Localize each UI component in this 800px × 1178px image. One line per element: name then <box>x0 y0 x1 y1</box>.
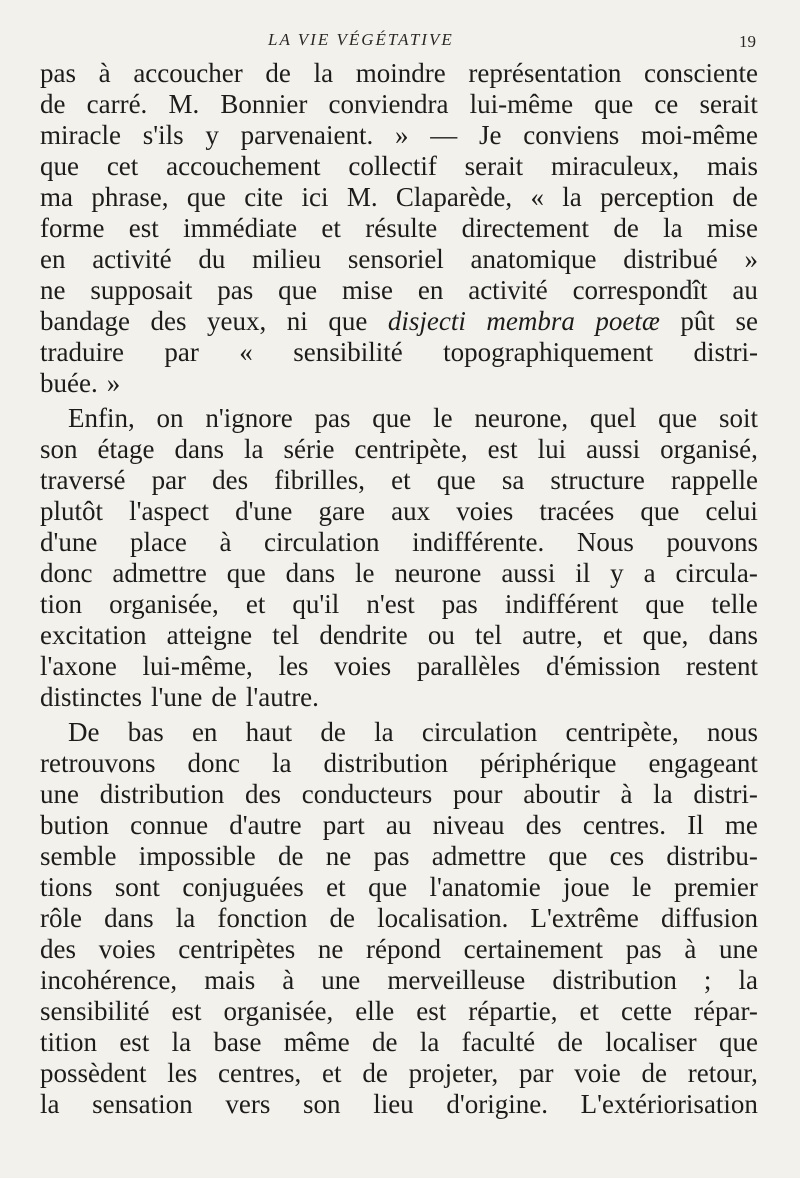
text-line: traversé par des fibrilles, et que sa structure rappelle <box>40 465 758 495</box>
text-line: tition est la base même de la faculté de localiser que <box>40 1027 758 1057</box>
text-line: l'axone lui-même, les voies parallèles d'émission restent <box>40 651 758 681</box>
text-line: d'une place à circulation indifférente. Nous pouvons <box>40 527 758 557</box>
text-line: De bas en haut de la circulation centripète, nous <box>68 717 758 747</box>
text-line: miracle s'ils y parvenaient. » — Je conviens moi-même <box>40 120 758 150</box>
text-line: son étage dans la série centripète, est lui aussi organisé, <box>40 434 758 464</box>
text-line: pas à accoucher de la moindre représentation consciente <box>40 58 758 88</box>
text-line: de carré. M. Bonnier conviendra lui-même que ce serait <box>40 89 758 119</box>
text-line: tions sont conjuguées et que l'anatomie joue le premier <box>40 872 758 902</box>
text-line: plutôt l'aspect d'une gare aux voies tracées que celui <box>40 496 758 526</box>
text-line: excitation atteigne tel dendrite ou tel autre, et que, dans <box>40 620 758 650</box>
text-line: une distribution des conducteurs pour aboutir à la distri- <box>40 779 758 809</box>
text-line: traduire par « sensibilité topographiquement distri- <box>40 337 758 367</box>
text-line: bution connue d'autre part au niveau des centres. Il me <box>40 810 758 840</box>
page-number: 19 <box>739 32 756 51</box>
text-line: que cet accouchement collectif serait miraculeux, mais <box>40 151 758 181</box>
text-line: des voies centripètes ne répond certainement pas à une <box>40 934 758 964</box>
text-line: donc admettre que dans le neurone aussi il y a circula- <box>40 558 758 588</box>
text-line: sensibilité est organisée, elle est répartie, et cette répar- <box>40 996 758 1026</box>
text-line: bandage des yeux, ni que disjecti membra poetæ pût se <box>40 306 758 336</box>
text-line: buée. » <box>40 368 121 398</box>
text-line: ma phrase, que cite ici M. Claparède, « la perception de <box>40 182 758 212</box>
body-text <box>40 58 758 1120</box>
text-line: rôle dans la fonction de localisation. L'extrême diffusion <box>40 903 758 933</box>
text-line: forme est immédiate et résulte directement de la mise <box>40 213 758 243</box>
text-line: ne supposait pas que mise en activité correspondît au <box>40 275 758 305</box>
text-line: retrouvons donc la distribution périphérique engageant <box>40 748 758 778</box>
text-line: tion organisée, et qu'il n'est pas indifférent que telle <box>40 589 758 619</box>
text-line: possèdent les centres, et de projeter, par voie de retour, <box>40 1058 758 1088</box>
text-line: distinctes l'une de l'autre. <box>40 682 319 712</box>
text-line: incohérence, mais à une merveilleuse distribution ; la <box>40 965 758 995</box>
text-line: en activité du milieu sensoriel anatomique distribué » <box>40 244 758 274</box>
text-line: la sensation vers son lieu d'origine. L'extériorisation <box>40 1089 758 1119</box>
text-line: Enfin, on n'ignore pas que le neurone, quel que soit <box>68 403 758 433</box>
text-line: semble impossible de ne pas admettre que ces distribu- <box>40 841 758 871</box>
running-head: LA VIE VÉGÉTATIVE <box>268 30 454 49</box>
